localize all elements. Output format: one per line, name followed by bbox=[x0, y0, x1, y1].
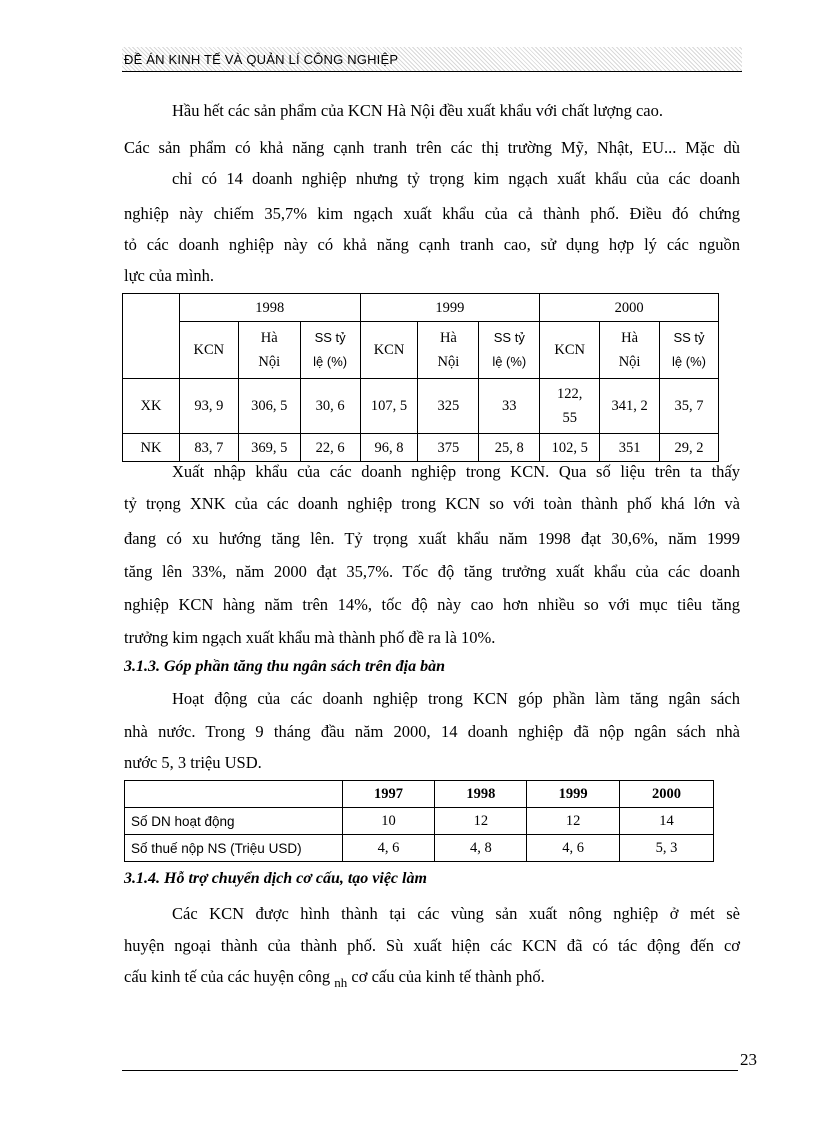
paragraph-3-line-1: Hoạt động của các doanh nghiệp trong KCN góp phần làm tăng ngân sách bbox=[172, 689, 740, 708]
ratio-line-2: lệ (%) bbox=[492, 354, 527, 369]
table-cell: 96, 8 bbox=[360, 434, 418, 462]
paragraph-1-line-1: Hầu hết các sản phẩm của KCN Hà Nội đều xuất khẩu với chất lượng cao. bbox=[172, 101, 663, 120]
table-cell: 4, 8 bbox=[435, 835, 527, 862]
line-fragment: nh bbox=[334, 975, 348, 990]
page-header bbox=[122, 47, 742, 72]
paragraph-2-line-6: trưởng kim ngạch xuất khẩu mà thành phố đề ra là 10%. bbox=[124, 628, 496, 647]
paragraph-2-line-4: tăng lên 33%, năm 2000 đạt 35,7%. Tốc độ tăng trưởng xuất khẩu của các doanh bbox=[124, 562, 740, 581]
hanoi-line-1: Hà bbox=[439, 330, 457, 346]
table-cell: 14 bbox=[620, 808, 714, 835]
year-header: 2000 bbox=[540, 294, 719, 322]
sub-header-ratio bbox=[300, 322, 360, 379]
table-cell: 107, 5 bbox=[360, 379, 418, 434]
sub-header-ratio bbox=[479, 322, 540, 379]
cell-line-1: 122, bbox=[557, 386, 583, 402]
ratio-line-1: SS tỷ bbox=[314, 330, 346, 345]
table-cell: 4, 6 bbox=[342, 835, 435, 862]
hanoi-line-1: Hà bbox=[621, 330, 639, 346]
table-cell: 5, 3 bbox=[620, 835, 714, 862]
table-cell: 29, 2 bbox=[660, 434, 719, 462]
year-header: 1998 bbox=[435, 781, 527, 808]
hanoi-line-1: Hà bbox=[260, 330, 278, 346]
line-part-1: cấu kinh tế của các huyện công bbox=[124, 967, 331, 986]
sub-header-ratio bbox=[660, 322, 719, 379]
footer-rule bbox=[122, 1070, 738, 1071]
sub-header-kcn: KCN bbox=[540, 322, 600, 379]
sub-header-kcn: KCN bbox=[360, 322, 418, 379]
table-cell: 30, 6 bbox=[300, 379, 360, 434]
table-row bbox=[125, 835, 714, 862]
table-cell: 12 bbox=[435, 808, 527, 835]
table-cell: 83, 7 bbox=[179, 434, 238, 462]
paragraph-4-line-3 bbox=[124, 961, 545, 993]
table-cell bbox=[540, 379, 600, 434]
export-import-table bbox=[122, 293, 719, 462]
header-title: ĐỀ ÁN KINH TẾ VÀ QUẢN LÍ CÔNG NGHIỆP bbox=[124, 52, 399, 67]
table-cell: 351 bbox=[600, 434, 660, 462]
paragraph-1-line-2: Các sản phẩm có khả năng cạnh tranh trên các thị trường Mỹ, Nhật, EU... Mặc dù bbox=[124, 138, 740, 157]
table-cell: 35, 7 bbox=[660, 379, 719, 434]
row-label: Số thuế nộp NS (Triệu USD) bbox=[125, 835, 343, 862]
sub-header-hanoi bbox=[418, 322, 479, 379]
table-cell: 341, 2 bbox=[600, 379, 660, 434]
table-cell: 102, 5 bbox=[540, 434, 600, 462]
section-heading-3-1-4: 3.1.4. Hỗ trợ chuyển dịch cơ cấu, tạo việc làm bbox=[124, 870, 427, 887]
sub-header-kcn: KCN bbox=[179, 322, 238, 379]
paragraph-1-line-4: nghiệp này chiếm 35,7% kim ngạch xuất khẩu của cả thành phố. Điều đó chứng bbox=[124, 204, 740, 223]
ratio-line-1: SS tỷ bbox=[673, 330, 705, 345]
paragraph-4-line-2: huyện ngoại thành của thành phố. Sù xuất hiện các KCN đã có tác động đến cơ bbox=[124, 936, 740, 955]
paragraph-1-line-6: lực của mình. bbox=[124, 266, 215, 285]
table-cell: 10 bbox=[342, 808, 435, 835]
table-cell: 369, 5 bbox=[238, 434, 300, 462]
corner-cell bbox=[123, 294, 180, 379]
table-header-row bbox=[125, 781, 714, 808]
ratio-line-2: lệ (%) bbox=[672, 354, 706, 369]
hanoi-line-2: Nội bbox=[618, 354, 641, 370]
paragraph-2-line-3: đang có xu hướng tăng lên. Tỷ trọng xuất khẩu năm 1998 đạt 30,6%, năm 1999 bbox=[124, 529, 740, 548]
hanoi-line-2: Nội bbox=[437, 354, 460, 370]
table-cell: 22, 6 bbox=[300, 434, 360, 462]
table-cell: 4, 6 bbox=[527, 835, 620, 862]
paragraph-2-line-2: tỷ trọng XNK của các doanh nghiệp trong KCN so với toàn thành phố khá lớn và bbox=[124, 494, 740, 513]
table-row-export bbox=[123, 379, 719, 434]
table-cell: 12 bbox=[527, 808, 620, 835]
row-label: NK bbox=[123, 434, 180, 462]
paragraph-1-line-5: tỏ các doanh nghiệp này có khả năng cạnh tranh cao, sử dụng hợp lý các nguồn bbox=[124, 235, 740, 254]
year-header: 1999 bbox=[360, 294, 540, 322]
cell-line-2: 55 bbox=[562, 410, 577, 426]
row-label: XK bbox=[123, 379, 180, 434]
table-cell: 25, 8 bbox=[479, 434, 540, 462]
ratio-line-1: SS tỷ bbox=[493, 330, 525, 345]
year-header: 2000 bbox=[620, 781, 714, 808]
section-heading-3-1-3: 3.1.3. Góp phần tăng thu ngân sách trên địa bàn bbox=[124, 658, 445, 675]
table-cell: 306, 5 bbox=[238, 379, 300, 434]
line-part-2: cơ cấu của kinh tế thành phố. bbox=[351, 967, 545, 986]
table-cell: 375 bbox=[418, 434, 479, 462]
ratio-line-2: lệ (%) bbox=[313, 354, 348, 369]
table-row bbox=[125, 808, 714, 835]
table-cell: 33 bbox=[479, 379, 540, 434]
table-cell: 93, 9 bbox=[179, 379, 238, 434]
sub-header-hanoi bbox=[600, 322, 660, 379]
year-header: 1999 bbox=[527, 781, 620, 808]
paragraph-3-line-3: nước 5, 3 triệu USD. bbox=[124, 753, 262, 772]
budget-table bbox=[124, 780, 714, 862]
paragraph-4-line-1: Các KCN được hình thành tại các vùng sản xuất nông nghiệp ở mét sè bbox=[172, 904, 740, 923]
hanoi-line-2: Nội bbox=[258, 354, 281, 370]
paragraph-1-line-3: chỉ có 14 doanh nghiệp nhưng tỷ trọng kim ngạch xuất khẩu của các doanh bbox=[172, 169, 740, 188]
paragraph-3-line-2: nhà nước. Trong 9 tháng đầu năm 2000, 14 doanh nghiệp đã nộp ngân sách nhà bbox=[124, 722, 740, 741]
year-header: 1998 bbox=[179, 294, 360, 322]
page-number: 23 bbox=[740, 1050, 757, 1069]
year-header: 1997 bbox=[342, 781, 435, 808]
row-label: Số DN hoạt động bbox=[125, 808, 343, 835]
table-cell: 325 bbox=[418, 379, 479, 434]
paragraph-2-line-5: nghiệp KCN hàng năm trên 14%, tốc độ này cao hơn nhiều so với mục tiêu tăng bbox=[124, 595, 740, 614]
sub-header-hanoi bbox=[238, 322, 300, 379]
paragraph-2-line-1: Xuất nhập khẩu của các doanh nghiệp trong KCN. Qua số liệu trên ta thấy bbox=[172, 462, 740, 481]
corner-cell bbox=[125, 781, 343, 808]
